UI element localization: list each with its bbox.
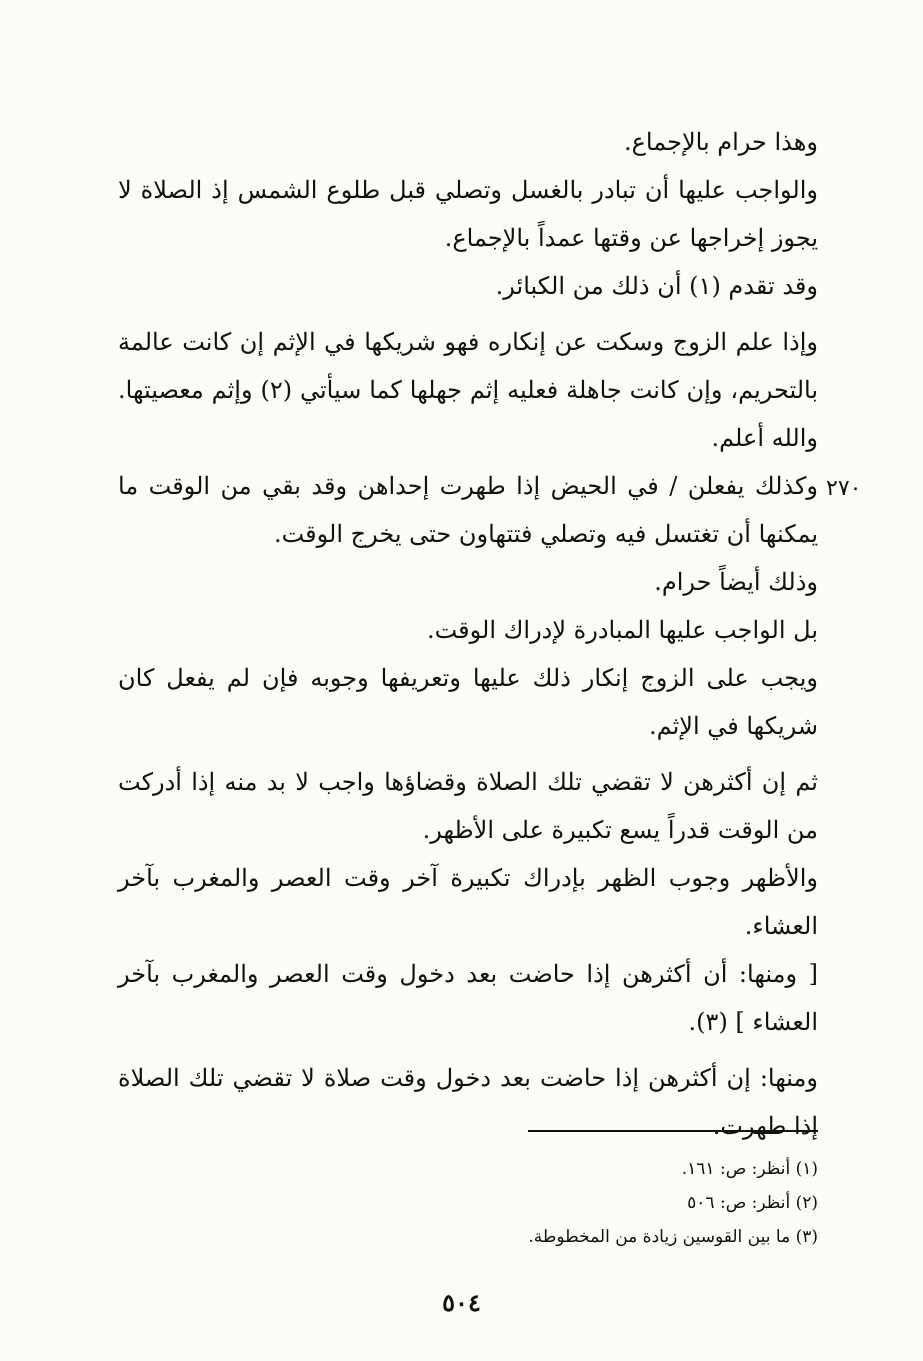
footnote: (٢) أنظر: ص: ٥٠٦	[687, 1193, 818, 1213]
paragraph: ومنها: إن أكثرهن إذا حاضت بعد دخول وقت صلاة لا تقضي تلك الصلاة إذا طهرت.	[118, 1064, 818, 1140]
footnote-divider	[528, 1130, 818, 1132]
page-number: ٥٠٤	[442, 1288, 481, 1317]
paragraph: بل الواجب عليها المبادرة لإدراك الوقت.	[426, 616, 818, 644]
footnote: (٣) ما بين القوسين زيادة من المخطوطة.	[528, 1227, 818, 1247]
paragraph: ويجب على الزوج إنكار ذلك عليها وتعريفها وجوبه فإن لم يفعل كان شريكها في الإثم.	[118, 664, 818, 740]
paragraph: ثم إن أكثرهن لا تقضي تلك الصلاة وقضاؤها واجب لا بد منه إذا أدركت من الوقت قدراً يسع تكبيرة على الأظهر.	[118, 768, 818, 844]
paragraph: وذلك أيضاً حرام.	[654, 568, 818, 596]
paragraph: والأظهر وجوب الظهر بإدراك تكبيرة آخر وقت العصر والمغرب بآخر العشاء.	[118, 864, 818, 940]
paragraph: وكذلك يفعلن / في الحيض إذا طهرت إحداهن وقد بقي من الوقت ما يمكنها أن تغتسل فيه وتصلي فتتهاون حتى يخرج الوقت.	[118, 472, 818, 548]
paragraph: والواجب عليها أن تبادر بالغسل وتصلي قبل طلوع الشمس إذ الصلاة لا يجوز إخراجها عن وقتها عمداً بالإجماع.	[118, 176, 818, 252]
paragraph: [ ومنها: أن أكثرهن إذا حاضت بعد دخول وقت العصر والمغرب بآخر العشاء ] (٣).	[118, 960, 818, 1036]
paragraph: وإذا علم الزوج وسكت عن إنكاره فهو شريكها في الإثم إن كانت عالمة بالتحريم، وإن كانت جاهلة فعليه إثم جهلها كما سيأتي (٢) وإثم معصيتها. والله أعلم.	[118, 328, 819, 452]
footnotes	[400, 1152, 818, 1254]
paragraph: وهذا حرام بالإجماع.	[623, 128, 818, 156]
body-text	[118, 118, 818, 1150]
footnote: (١) أنظر: ص: ١٦١.	[681, 1159, 818, 1179]
paragraph: وقد تقدم (١) أن ذلك من الكبائر.	[495, 272, 818, 300]
manuscript-folio-number: ٢٧٠	[826, 476, 862, 501]
